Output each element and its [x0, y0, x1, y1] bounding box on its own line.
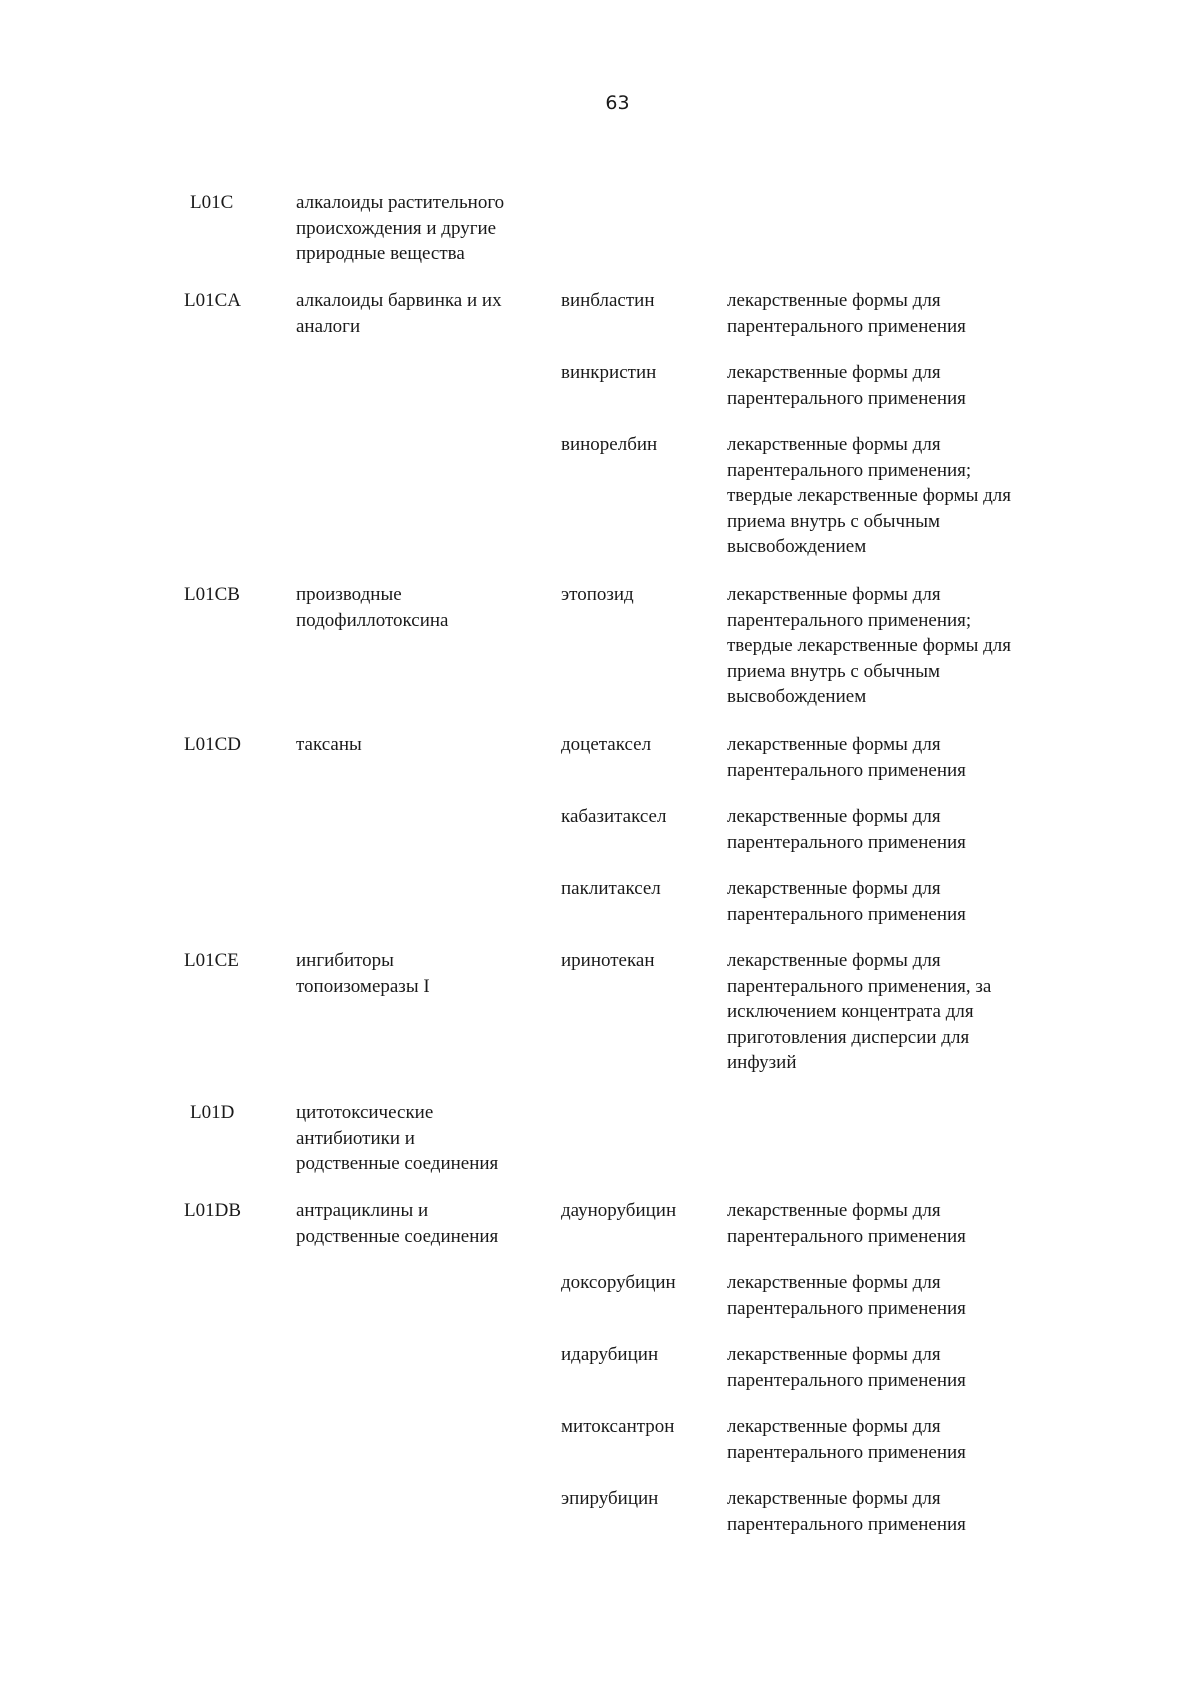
drug-name: кабазитаксел [561, 806, 667, 827]
dosage-form: лекарственные формы для парентерального применения [727, 362, 966, 409]
dosage-form: лекарственные формы для парентерального применения; твердые лекарственные формы для приема внутрь с обычным высвобождением [727, 584, 1012, 707]
dosage-form: лекарственные формы для парентерального применения [727, 1272, 966, 1319]
group-name: алкалоиды растительного происхождения и другие природные вещества [296, 192, 505, 264]
drug-name: доксорубицин [561, 1272, 676, 1293]
drug-name: паклитаксел [561, 878, 661, 899]
atc-code: L01C [190, 192, 234, 213]
dosage-form: лекарственные формы для парентерального применения, за исключением концентрата для приготовления дисперсии для инфузий [727, 950, 992, 1073]
drug-name: идарубицин [561, 1344, 659, 1365]
group-name: производные подофиллотоксина [296, 584, 449, 631]
atc-code: L01CB [184, 584, 240, 605]
drug-name: эпирубицин [561, 1488, 659, 1509]
dosage-form: лекарственные формы для парентерального применения [727, 1488, 966, 1535]
group-name: ингибиторы топоизомеразы I [296, 950, 430, 997]
atc-code: L01D [190, 1102, 235, 1123]
atc-code: L01CE [184, 950, 239, 971]
drug-name: даунорубицин [561, 1200, 677, 1221]
drug-name: винкристин [561, 362, 657, 383]
page-number: 63 [605, 92, 630, 114]
atc-code: L01CA [184, 290, 241, 311]
atc-code: L01CD [184, 734, 241, 755]
group-name: цитотоксические антибиотики и родственные соединения [296, 1102, 499, 1174]
dosage-form: лекарственные формы для парентерального применения [727, 734, 966, 781]
drug-name: доцетаксел [561, 734, 652, 755]
group-name: таксаны [296, 734, 362, 755]
group-name: антрациклины и родственные соединения [296, 1200, 499, 1247]
dosage-form: лекарственные формы для парентерального применения [727, 1344, 966, 1391]
dosage-form: лекарственные формы для парентерального применения [727, 806, 966, 853]
drug-name: винбластин [561, 290, 655, 311]
dosage-form: лекарственные формы для парентерального применения [727, 1416, 966, 1463]
dosage-form: лекарственные формы для парентерального применения [727, 290, 966, 337]
dosage-form: лекарственные формы для парентерального применения; твердые лекарственные формы для приема внутрь с обычным высвобождением [727, 434, 1012, 557]
dosage-form: лекарственные формы для парентерального применения [727, 1200, 966, 1247]
drug-name: винорелбин [561, 434, 658, 455]
drug-name: митоксантрон [561, 1416, 675, 1437]
atc-code: L01DB [184, 1200, 241, 1221]
group-name: алкалоиды барвинка и их аналоги [296, 290, 502, 337]
drug-name: этопозид [561, 584, 634, 605]
drug-name: иринотекан [561, 950, 655, 971]
dosage-form: лекарственные формы для парентерального применения [727, 878, 966, 925]
